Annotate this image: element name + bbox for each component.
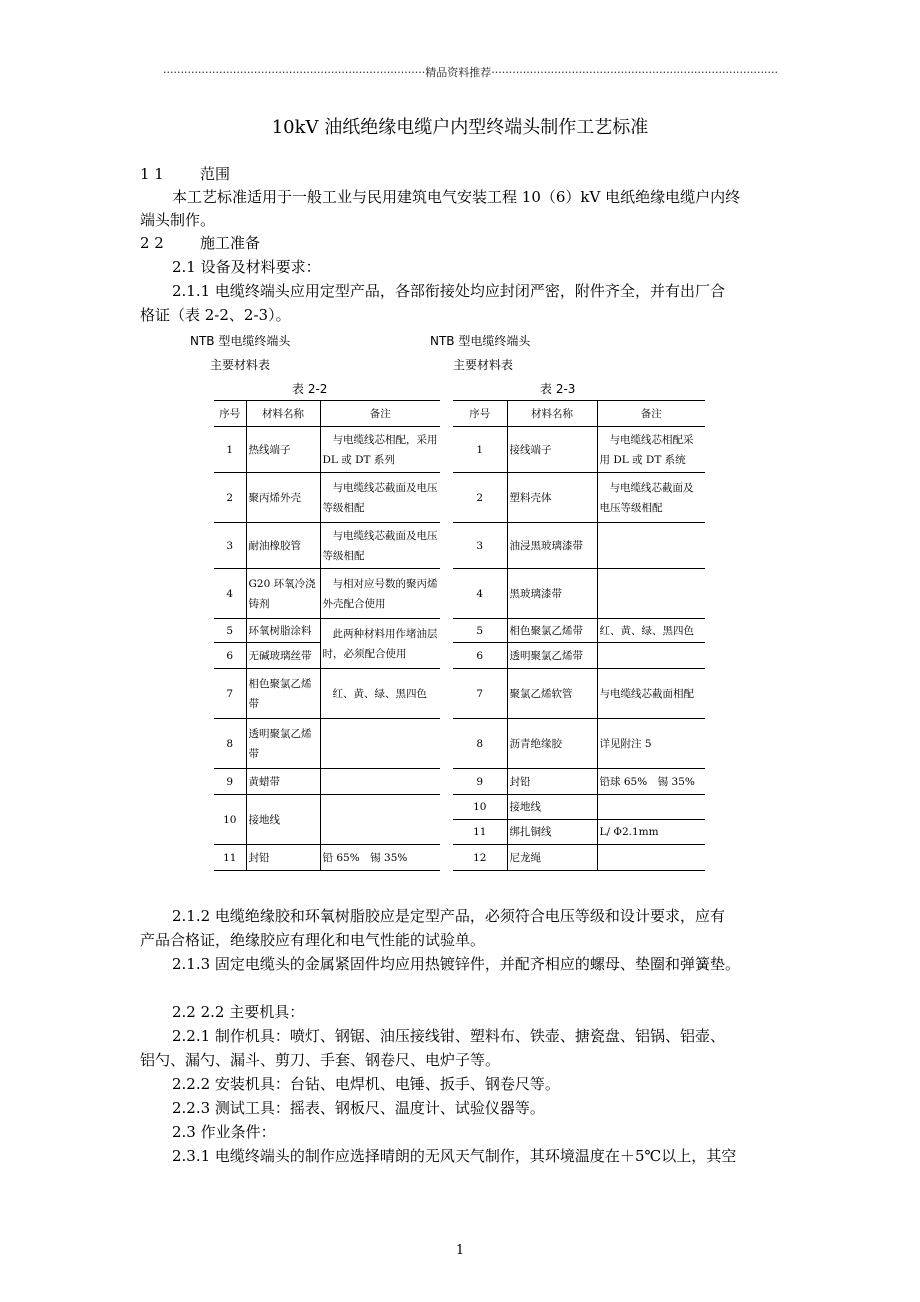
cell-index: 3 [214,523,246,569]
section-1-title: 范围 [200,165,231,183]
cell-index: 7 [214,669,246,719]
cell-material: 聚氯乙烯软管 [507,669,597,719]
cell-index: 3 [453,523,507,569]
cell-material: 塑料壳体 [507,473,597,523]
table-row [214,845,440,871]
table-row [214,719,440,769]
cell-note: 与电缆线芯截面及电压等级相配 [320,473,440,523]
cell-index: 7 [453,669,507,719]
table-row [214,523,440,569]
cell-note: 与电缆线芯截面及电压等级相配 [597,473,705,523]
cell-index: 10 [453,795,507,820]
cell-material: 耐油橡胶管 [246,523,320,569]
cell-material: 沥青绝缘胶 [507,719,597,769]
table-row [214,769,440,795]
cell-index: 2 [453,473,507,523]
page-header: ···········································································精品资料推荐·················································································· [163,66,778,79]
table-row [453,845,705,871]
header-cell: 材料名称 [246,401,320,427]
cell-index: 6 [453,643,507,669]
left-table-caption-1: NTB 型电缆终端头 [190,334,291,348]
cell-note [320,769,440,795]
cell-note: 与相对应号数的聚丙烯外壳配合使用 [320,569,440,619]
paragraph-2-1-3: 2.1.3 固定电缆头的金属紧固件均应用热镀锌件，并配齐相应的螺母、垫圈和弹簧垫。 [172,955,740,973]
materials-table-2-3 [453,400,705,871]
scope-paragraph-line1: 本工艺标准适用于一般工业与民用建筑电气安装工程 10（6）kV 电纸绝缘电缆户内终 [172,188,741,206]
table-header-row [453,401,705,427]
cell-note [597,523,705,569]
cell-index: 11 [453,820,507,845]
table-row [453,669,705,719]
table-row [453,820,705,845]
cell-material: 尼龙绳 [507,845,597,871]
cell-note: 此两种材料用作堵油层时，必须配合使用 [320,619,440,669]
table-row [214,569,440,619]
cell-note [597,643,705,669]
table-row [453,619,705,643]
table-row [453,643,705,669]
cell-note: 红、黄、绿、黑四色 [320,669,440,719]
paragraph-2-2-1-line2: 铝勺、漏勺、漏斗、剪刀、手套、钢卷尺、电炉子等。 [140,1051,501,1069]
cell-material: 封铅 [507,769,597,795]
cell-index: 4 [214,569,246,619]
cell-index: 6 [214,643,246,669]
cell-note: L/ Φ2.1mm [597,820,705,845]
scope-paragraph-line2: 端头制作。 [140,211,216,229]
cell-index: 8 [214,719,246,769]
paragraph-2-1-1-line2: 格证（表 2-2、2-3）。 [140,306,291,324]
table-row [453,427,705,473]
table-row [214,473,440,523]
right-table-caption-2: 主要材料表 [453,358,514,372]
table-header-row [214,401,440,427]
cell-index: 10 [214,795,246,845]
paragraph-2-3-1: 2.3.1 电缆终端头的制作应选择晴朗的无风天气制作，其环境温度在＋5℃以上，其空 [172,1147,737,1165]
cell-note [320,719,440,769]
cell-material: 环氧树脂涂料 [246,619,320,643]
header-cell: 备注 [597,401,705,427]
paragraph-2-1-2-line2: 产品合格证，绝缘胶应有理化和电气性能的试验单。 [140,931,486,949]
cell-note [320,795,440,845]
left-table-caption-2: 主要材料表 [210,358,271,372]
cell-note [597,795,705,820]
cell-material: 透明聚氯乙烯带 [246,719,320,769]
cell-index: 8 [453,719,507,769]
paragraph-2-2-1-line1: 2.2.1 制作机具：喷灯、钢锯、油压接线钳、塑料布、铁壶、搪瓷盘、铝锅、铝壶、 [172,1027,725,1045]
cell-index: 1 [214,427,246,473]
table-row [214,619,440,643]
cell-material: 封铅 [246,845,320,871]
header-cell: 序号 [453,401,507,427]
cell-material: 接线端子 [507,427,597,473]
cell-index: 2 [214,473,246,523]
cell-material: 黑玻璃漆带 [507,569,597,619]
cell-note: 详见附注 5 [597,719,705,769]
materials-table-2-2 [214,400,440,871]
table-row [214,427,440,473]
cell-index: 5 [214,619,246,643]
cell-index: 1 [453,427,507,473]
subsection-2-3: 2.3 作业条件： [172,1123,276,1141]
cell-material: 黄蜡带 [246,769,320,795]
header-cell: 备注 [320,401,440,427]
cell-note [597,569,705,619]
table-row [453,719,705,769]
section-2-title: 施工准备 [200,234,261,252]
right-table-caption-3: 表 2-3 [540,382,576,396]
section-1-number: 1 1 [140,165,164,183]
cell-index: 5 [453,619,507,643]
cell-index: 9 [453,769,507,795]
left-table-caption-3: 表 2-2 [292,382,328,396]
page-number: 1 [455,1243,465,1258]
cell-material: 热线端子 [246,427,320,473]
cell-index: 12 [453,845,507,871]
cell-note: 与电缆线芯相配，采用 DL 或 DT 系列 [320,427,440,473]
subsection-2-2: 2.2 2.2 主要机具： [172,1003,305,1021]
cell-note: 铅 65% 锡 35% [320,845,440,871]
cell-material: 油浸黑玻璃漆带 [507,523,597,569]
cell-material: 接地线 [507,795,597,820]
paragraph-2-2-3: 2.2.3 测试工具：摇表、钢板尺、温度计、试验仪器等。 [172,1099,545,1117]
cell-index: 9 [214,769,246,795]
cell-index: 11 [214,845,246,871]
right-table-caption-1: NTB 型电缆终端头 [430,334,531,348]
cell-note: 红、黄、绿、黑四色 [597,619,705,643]
cell-note: 与电缆线芯截面及电压等级相配 [320,523,440,569]
table-row [453,795,705,820]
cell-note: 与电缆线芯截面相配 [597,669,705,719]
cell-material: 无碱玻璃丝带 [246,643,320,669]
cell-material: 相色聚氯乙烯带 [507,619,597,643]
cell-material: G20 环氧冷浇铸剂 [246,569,320,619]
section-2-number: 2 2 [140,234,164,252]
header-cell: 序号 [214,401,246,427]
table-row [214,669,440,719]
cell-note: 与电缆线芯相配采用 DL 或 DT 系统 [597,427,705,473]
table-row [453,769,705,795]
header-cell: 材料名称 [507,401,597,427]
cell-material: 聚丙烯外壳 [246,473,320,523]
cell-material: 绑扎铜线 [507,820,597,845]
table-row [453,569,705,619]
table-row [453,523,705,569]
table-row [214,795,440,845]
subsection-2-1: 2.1 设备及材料要求： [172,258,321,276]
cell-material: 接地线 [246,795,320,845]
cell-note: 铅球 65% 锡 35% [597,769,705,795]
paragraph-2-1-2-line1: 2.1.2 电缆绝缘胶和环氧树脂胶应是定型产品，必须符合电压等级和设计要求，应有 [172,907,725,925]
document-title: 10kV 油纸绝缘电缆户内型终端头制作工艺标准 [271,117,649,138]
cell-index: 4 [453,569,507,619]
table-row [453,473,705,523]
paragraph-2-1-1-line1: 2.1.1 电缆终端头应用定型产品，各部衔接处均应封闭严密，附件齐全，并有出厂合 [172,282,725,300]
cell-note [597,845,705,871]
cell-material: 透明聚氯乙烯带 [507,643,597,669]
cell-material: 相色聚氯乙烯带 [246,669,320,719]
paragraph-2-2-2: 2.2.2 安装机具：台钻、电焊机、电锤、扳手、钢卷尺等。 [172,1075,560,1093]
